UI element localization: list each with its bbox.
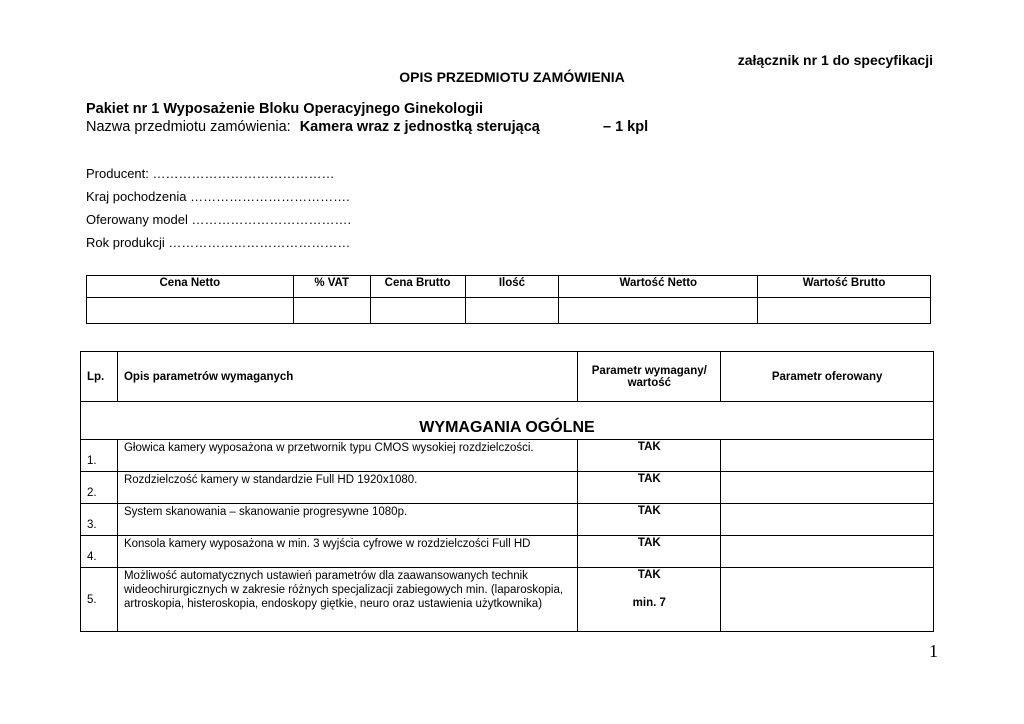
row-description: Rozdzielczość kamery w standardzie Full HD 1920x1080. [117,472,577,504]
table-row [81,568,934,632]
attachment-label: załącznik nr 1 do specyfikacji [737,52,933,68]
row-offered-cell[interactable] [721,472,934,504]
parameters-header-row [81,352,934,402]
parameters-table [80,351,934,632]
price-net-value-cell[interactable] [559,298,758,324]
section-title: WYMAGANIA OGÓLNE [81,402,934,440]
country-field[interactable]: Kraj pochodzenia ………………………………. [86,189,350,204]
header-required: Parametr wymagany/ wartość [578,352,721,402]
price-gross-cell[interactable] [370,298,465,324]
section-row [81,402,934,440]
price-gross-value-cell[interactable] [758,298,931,324]
price-header-quantity: Ilość [465,276,559,298]
table-row [81,440,934,472]
row-required [578,568,721,632]
row-lp: 3. [81,504,118,536]
document-title: OPIS PRZEDMIOTU ZAMÓWIENIA [399,69,625,85]
row-lp: 2. [81,472,118,504]
price-input-row [87,298,931,324]
price-header-net: Cena Netto [87,276,294,298]
price-table [86,275,931,324]
row-required-extra: min. 7 [632,597,666,609]
row-required: TAK [578,472,721,504]
page-number: 1 [929,641,938,661]
price-header-gross-value: Wartość Brutto [758,276,931,298]
subject-line [86,119,649,135]
row-lp: 4. [81,536,118,568]
price-header-net-value: Wartość Netto [559,276,758,298]
row-required-value: TAK [637,569,661,581]
header-description: Opis parametrów wymaganych [117,352,577,402]
package-line: Pakiet nr 1 Wyposażenie Bloku Operacyjnego Ginekologii [86,101,483,117]
row-description: System skanowania – skanowanie progresywne 1080p. [117,504,577,536]
price-header-row [87,276,931,298]
table-row [81,472,934,504]
row-required: TAK [578,440,721,472]
price-header-vat: % VAT [293,276,370,298]
row-required: TAK [578,536,721,568]
row-offered-cell[interactable] [721,504,934,536]
subject-quantity: – 1 kpl [603,119,649,135]
row-description: Konsola kamery wyposażona w min. 3 wyjścia cyfrowe w rozdzielczości Full HD [117,536,577,568]
row-lp: 5. [81,568,118,632]
table-row [81,536,934,568]
row-offered-cell[interactable] [721,440,934,472]
production-year-field[interactable]: Rok produkcji …………………………………… [86,235,351,250]
table-row [81,504,934,536]
price-quantity-cell[interactable] [465,298,559,324]
price-header-gross: Cena Brutto [370,276,465,298]
price-net-cell[interactable] [87,298,294,324]
price-vat-cell[interactable] [293,298,370,324]
header-offered: Parametr oferowany [721,352,934,402]
subject-label: Nazwa przedmiotu zamówienia: [86,119,291,135]
row-required: TAK [578,504,721,536]
row-description: Możliwość automatycznych ustawień parametrów dla zaawansowanych technik wideochirurgicznych w zakresie różnych specjalizacji zabiegowych min. (laparoskopia, artroskopia, histeroskopia, endoskopy giętkie, neuro oraz ustawienia użytkownika) [117,568,577,632]
row-offered-cell[interactable] [721,568,934,632]
row-description: Głowica kamery wyposażona w przetwornik typu CMOS wysokiej rozdzielczości. [117,440,577,472]
subject-name: Kamera wraz z jednostką sterującą [299,119,540,135]
row-lp: 1. [81,440,118,472]
producer-field[interactable]: Producent: …………………………………… [86,166,335,181]
model-field[interactable]: Oferowany model ………………………………. [86,212,352,227]
row-offered-cell[interactable] [721,536,934,568]
header-lp: Lp. [81,352,118,402]
